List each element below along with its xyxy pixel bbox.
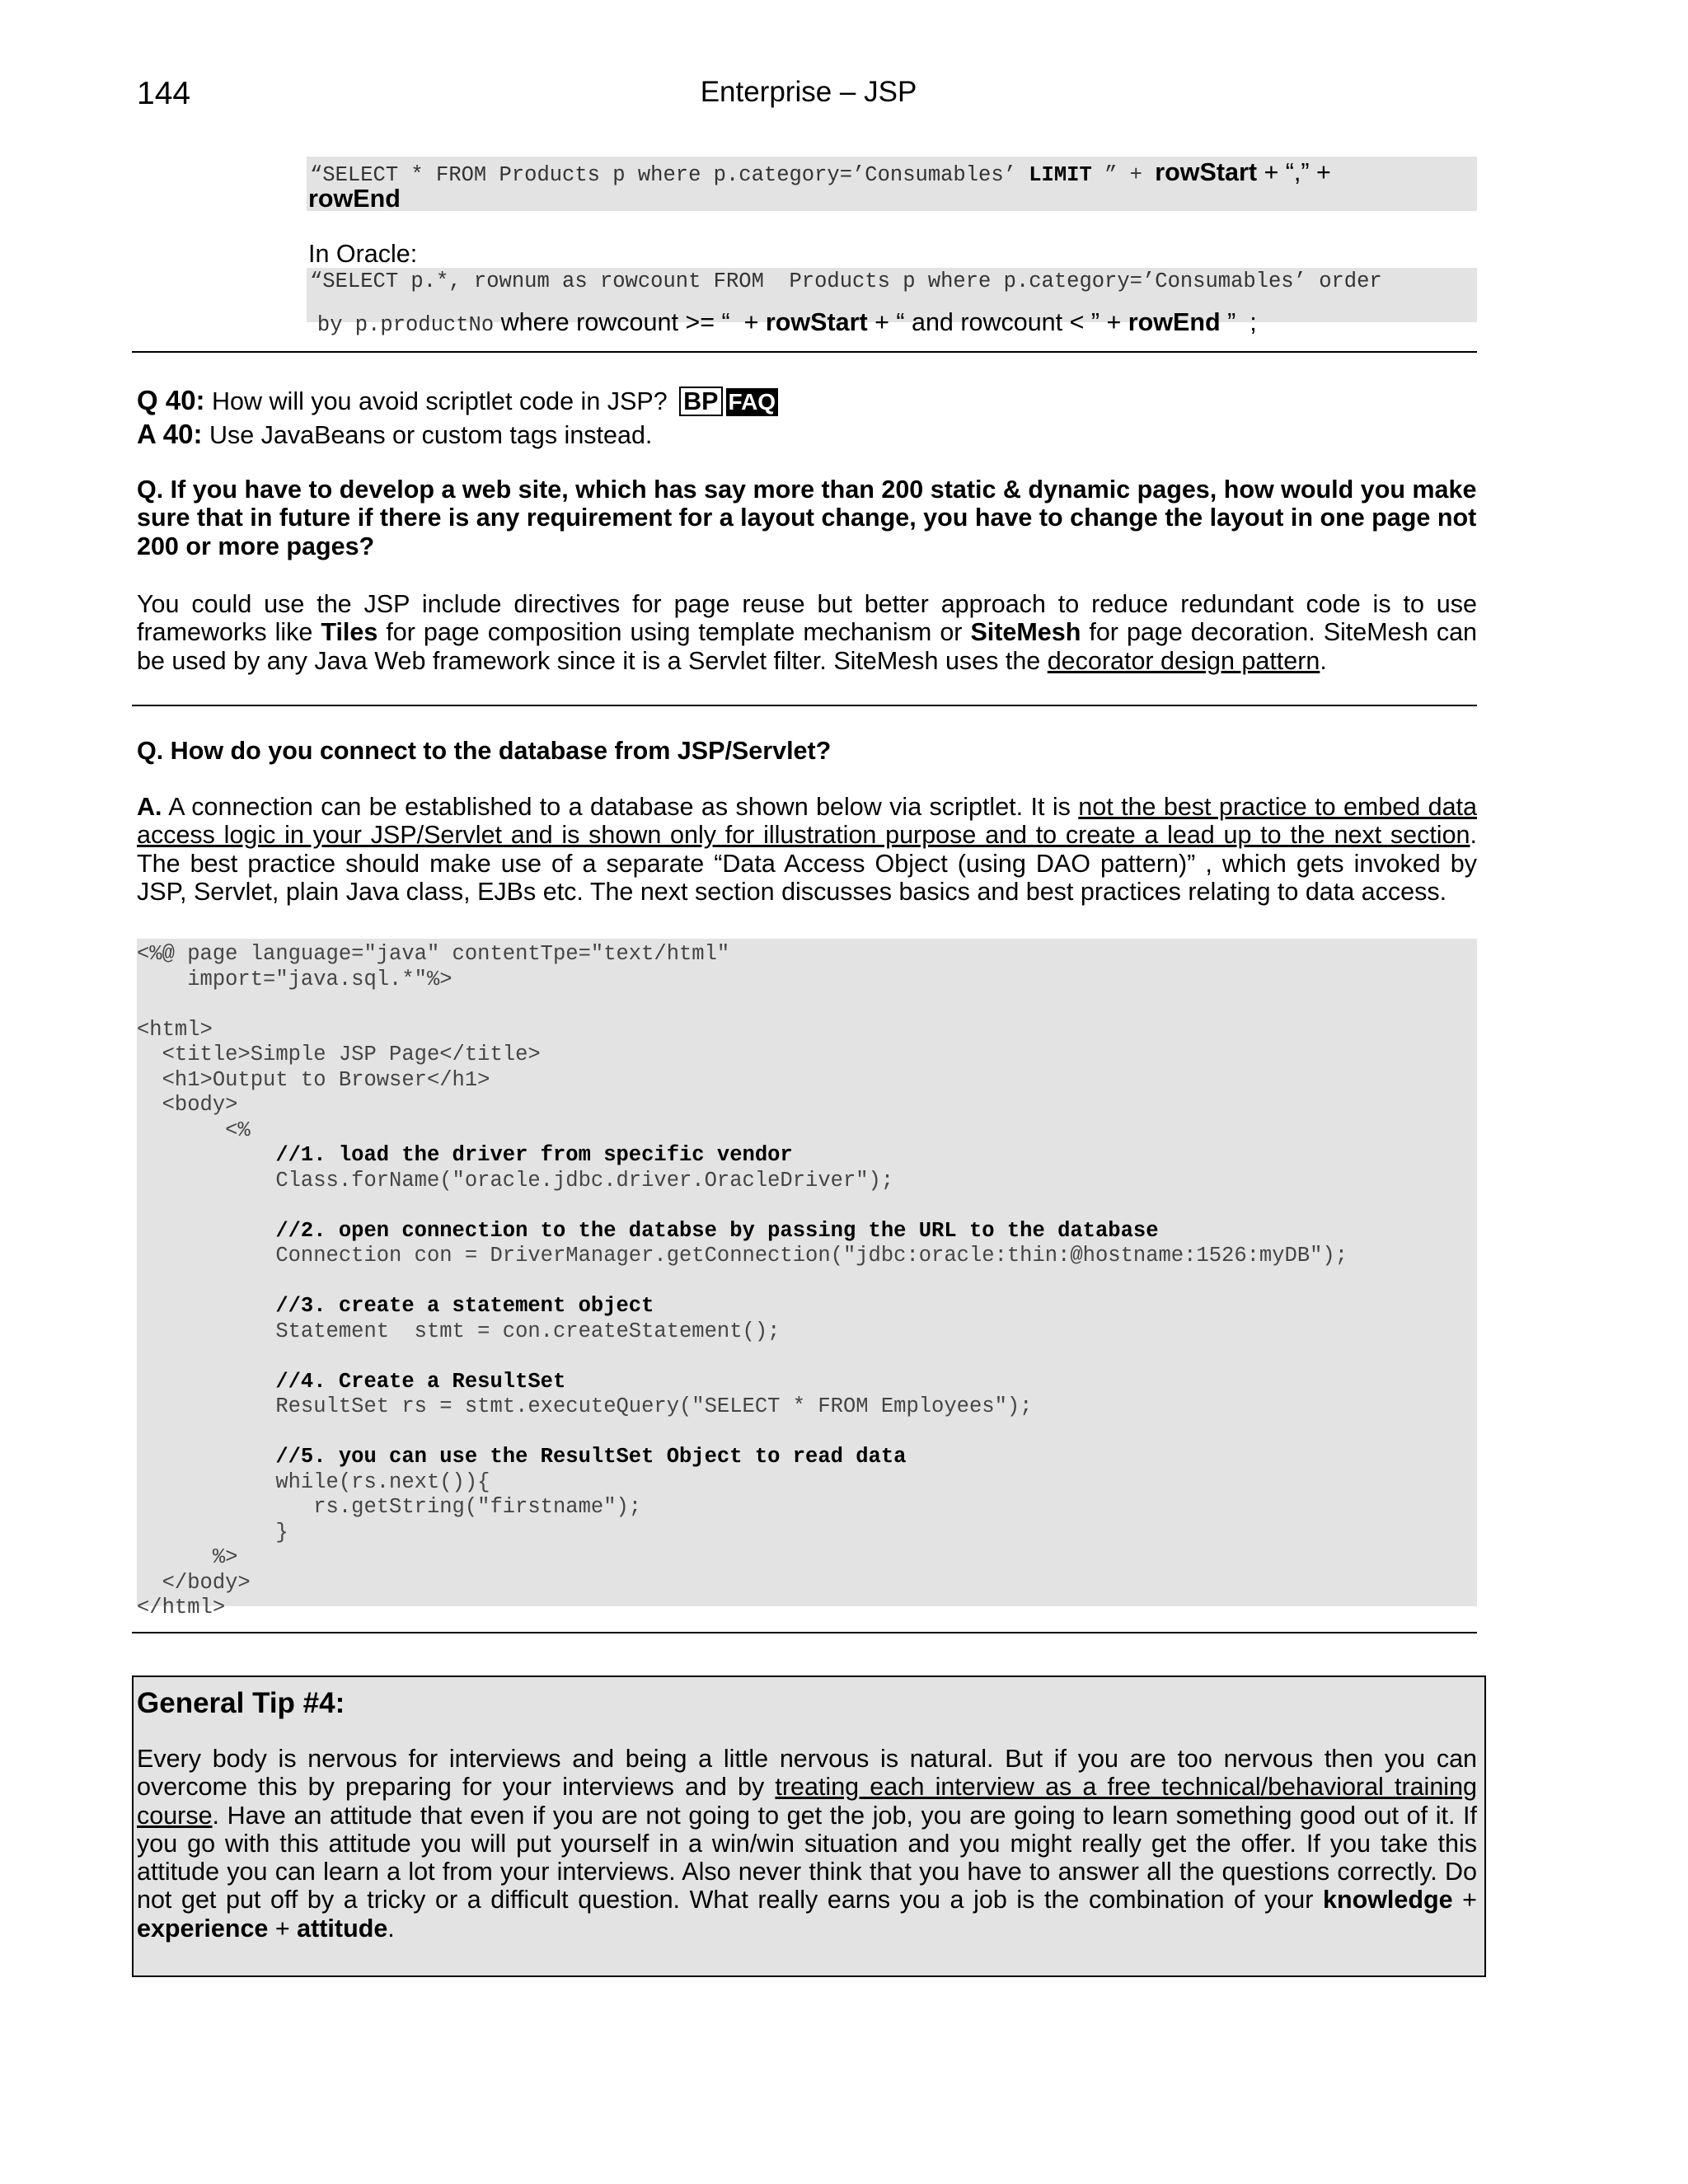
db-answer-label: A. xyxy=(137,793,162,821)
oracle-line2-code: by p.productNo xyxy=(316,313,495,337)
oracle-rowstart: rowStart xyxy=(765,308,868,336)
oracle-line2-a: where rowcount >= “ + xyxy=(494,308,766,336)
code-line: while(rs.next()){ xyxy=(137,1469,490,1494)
code-comment-line: //3. create a statement object xyxy=(137,1294,654,1318)
code-line: <html> xyxy=(137,1017,213,1042)
code-line: Class.forName("oracle.jdbc.driver.OracleDriver"); xyxy=(137,1168,894,1193)
code-line: %> xyxy=(137,1545,238,1569)
tip-text: Every body is nervous for interviews and being a little nervous is natural. But if you are too nervous then you can overcome this by preparing for your interviews and by xyxy=(137,1745,1477,1802)
code-line: <h1>Output to Browser</h1> xyxy=(137,1067,490,1092)
code-line: <body> xyxy=(137,1093,238,1117)
divider xyxy=(132,1632,1477,1633)
code-line xyxy=(137,1344,1477,1370)
layout-answer-text: for page decoration. SiteMesh can be used by any Java Web framework since it is a Servlet filter. SiteMesh uses the xyxy=(137,618,1478,675)
layout-question-line3: 200 or more pages? xyxy=(137,532,375,560)
divider xyxy=(132,351,1477,353)
code-line: } xyxy=(137,1520,288,1544)
oracle-label: In Oracle: xyxy=(308,240,418,268)
tip-text: . Have an attitude that even if you are not going to get the job, you are going to learn something good out of it. If you go with this attitude you will put yourself in a win/win situation and you might really get the offer. If you take this attitude you can learn a lot from your interviews. Also never think that you have to answer all the questions correctly. Do not get put off by a tricky or a difficult question. What really earns you a job is the combination of your xyxy=(137,1801,1477,1915)
a40-label: A 40: xyxy=(137,419,203,449)
code-line xyxy=(137,1420,1477,1446)
sitemesh-term: SiteMesh xyxy=(970,618,1081,647)
q40-answer xyxy=(137,419,652,450)
sql-limit-code-text2: ” + xyxy=(1091,163,1156,187)
page-number: 144 xyxy=(137,76,191,111)
sql-limit-code-text: “SELECT * FROM Products p where p.category=’Consumables’ xyxy=(310,163,1029,187)
tip-experience: experience xyxy=(137,1914,269,1943)
bp-badge: BP xyxy=(679,387,722,416)
sql-limit-line1 xyxy=(310,158,1475,187)
code-comment-line: //2. open connection to the databse by passing the URL to the database xyxy=(137,1218,1159,1243)
oracle-line1: “SELECT p.*, rownum as rowcount FROM Products p where p.category=’Consumables’ order xyxy=(310,269,1382,293)
db-answer xyxy=(137,793,1477,906)
oracle-line2-c: ” ; xyxy=(1220,308,1257,336)
layout-question xyxy=(137,476,1476,560)
code-line: rs.getString("firstname"); xyxy=(137,1495,642,1519)
sql-rowstart: rowStart xyxy=(1155,158,1257,186)
q40-text: How will you avoid scriptlet code in JSP? xyxy=(212,387,668,415)
q40-label: Q 40: xyxy=(137,385,205,415)
oracle-rowend: rowEnd xyxy=(1128,308,1221,336)
code-comment-line: //5. you can use the ResultSet Object to read data xyxy=(137,1445,907,1469)
code-line: Statement stmt = con.createStatement(); xyxy=(137,1319,781,1343)
code-line xyxy=(137,1193,1477,1219)
code-line: </body> xyxy=(137,1570,251,1595)
code-line: <title>Simple JSP Page</title> xyxy=(137,1043,541,1066)
general-tip-text xyxy=(137,1745,1477,1943)
sql-rowend: rowEnd xyxy=(308,185,401,213)
db-answer-text: A connection can be established to a database as shown below via scriptlet. It is xyxy=(162,793,1079,821)
tiles-term: Tiles xyxy=(321,618,378,647)
tip-underlined: treating each interview as a free technical/behavioral training course xyxy=(137,1773,1477,1830)
db-question: Q. How do you connect to the database from JSP/Servlet? xyxy=(137,737,832,765)
q40-question xyxy=(137,385,778,416)
a40-text: Use JavaBeans or custom tags instead. xyxy=(209,421,653,449)
code-line: <%@ page language="java" contentTpe="text/html" xyxy=(137,942,730,966)
code-comment-line: //4. Create a ResultSet xyxy=(137,1369,566,1394)
layout-answer xyxy=(137,590,1477,675)
tip-knowledge: knowledge xyxy=(1322,1886,1453,1915)
decorator-pattern-link: decorator design pattern xyxy=(1047,646,1320,675)
tip-text: . xyxy=(387,1914,395,1943)
code-line: import="java.sql.*"%> xyxy=(137,967,452,991)
sql-limit-tail: + “,” + xyxy=(1257,158,1331,186)
faq-badge: FAQ xyxy=(726,388,779,416)
code-line: </html> xyxy=(137,1596,226,1619)
db-answer-underlined: not the best practice to embed data access logic in your JSP/Servlet and is shown only for illustration purpose and to create a lead up to the next section xyxy=(137,793,1477,850)
code-line xyxy=(137,1269,1477,1295)
oracle-line2-b: + “ and rowcount < ” + xyxy=(867,308,1128,336)
db-answer-text: . The best practice should make use of a separate “Data Access Object (using DAO pattern)” , which gets invoked by JSP, Servlet, plain Java class, EJBs etc. The next section discusses basics and best practices relating to data access. xyxy=(137,821,1477,906)
general-tip-title: General Tip #4: xyxy=(137,1687,345,1719)
code-line xyxy=(137,992,1477,1018)
oracle-line2 xyxy=(310,293,1257,337)
jsp-code-block xyxy=(137,939,1477,1619)
page-header-title: Enterprise – JSP xyxy=(700,76,917,108)
layout-question-line1: Q. If you have to develop a web site, which has say more than 200 static & dynamic pages, how would you make xyxy=(137,476,1477,504)
tip-attitude: attitude xyxy=(297,1914,388,1943)
layout-answer-text: . xyxy=(1320,646,1327,675)
sql-limit-keyword: LIMIT xyxy=(1029,163,1092,187)
tip-plus: + xyxy=(1452,1886,1477,1915)
tip-plus: + xyxy=(268,1914,298,1943)
layout-question-line2: sure that in future if there is any requirement for a layout change, you have to change the layout in one page not xyxy=(137,504,1477,532)
code-comment-line: //1. load the driver from specific vendor xyxy=(137,1143,793,1167)
layout-answer-text: for page composition using template mechanism or xyxy=(377,618,971,647)
layout-answer-text: You could use the JSP include directives for page reuse but better approach to reduce redundant code is to use frameworks like xyxy=(137,590,1477,647)
code-line: ResultSet rs = stmt.executeQuery("SELECT * FROM Employees"); xyxy=(137,1394,1033,1418)
code-line: <% xyxy=(137,1118,251,1142)
divider xyxy=(132,705,1477,706)
code-line: Connection con = DriverManager.getConnection("jdbc:oracle:thin:@hostname:1526:myDB"); xyxy=(137,1244,1348,1268)
